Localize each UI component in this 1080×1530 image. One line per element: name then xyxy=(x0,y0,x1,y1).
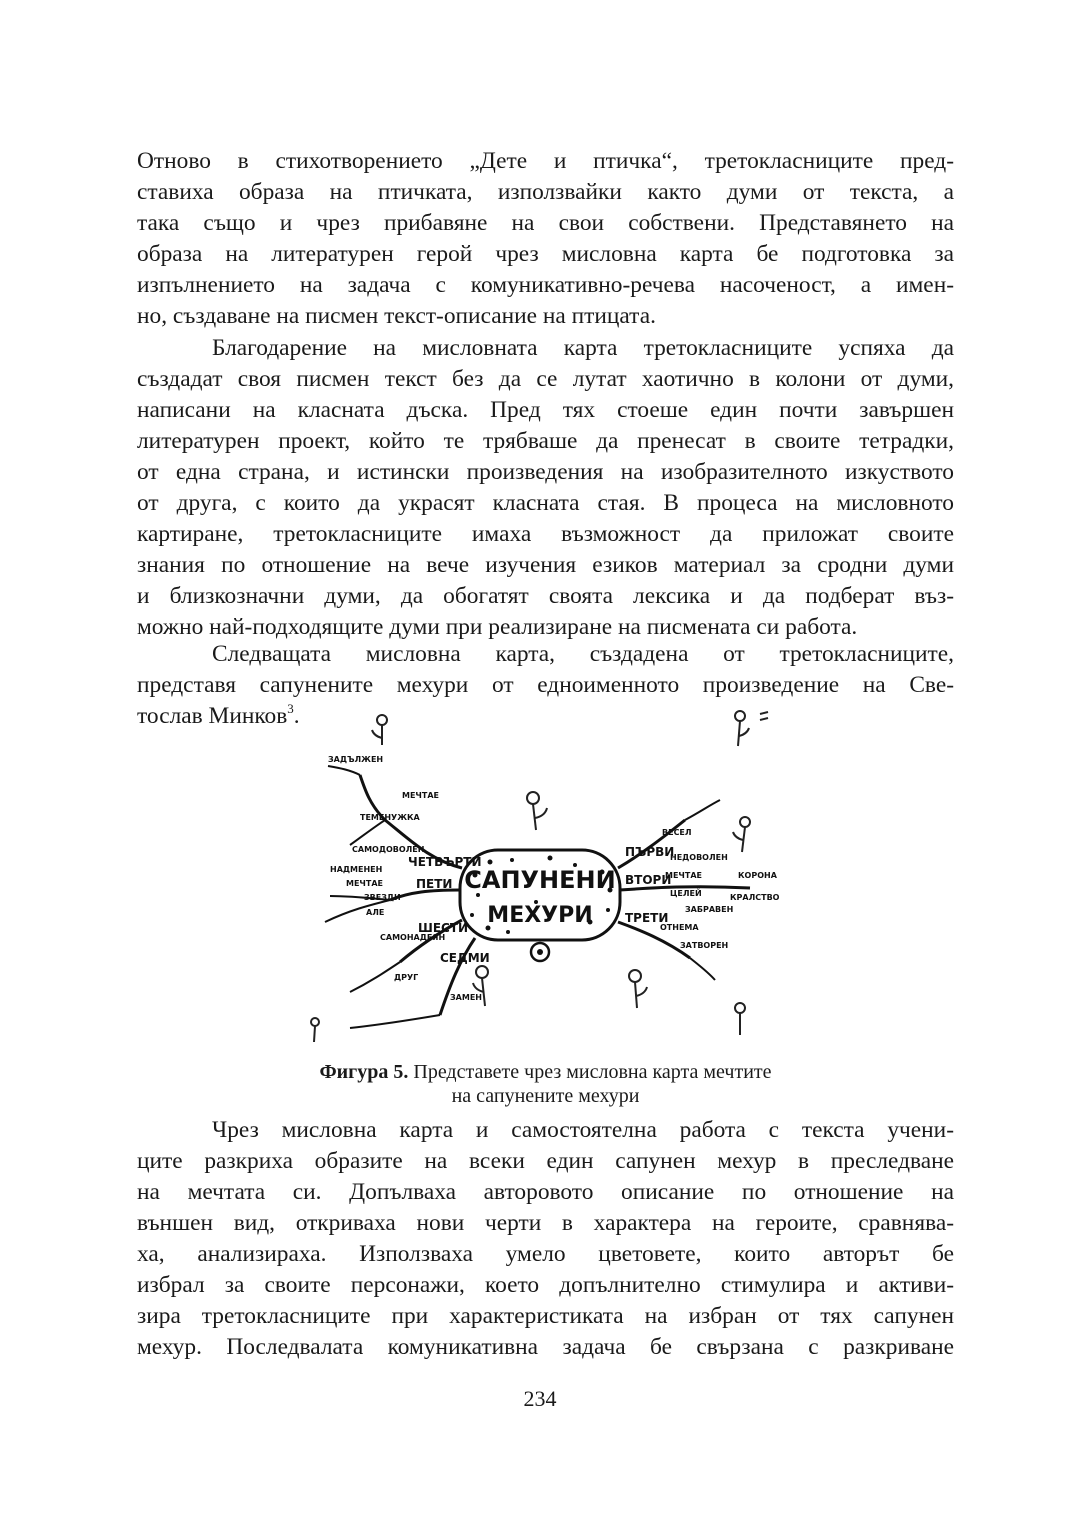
flower-icon xyxy=(735,1003,745,1035)
sentence-end: . xyxy=(293,703,300,729)
text-line: Чрез мисловна карта и самостоятелна работа с текста учени- xyxy=(212,1117,954,1143)
leaf-label: ДРУГ xyxy=(394,973,419,982)
branch-label: ТРЕТИ xyxy=(625,911,669,925)
leaf-label: ТЕМЕНУЖКА xyxy=(360,813,420,822)
branch-label: ПЪРВИ xyxy=(625,845,675,859)
text-line: ха, анализираха. Използваха умело цветовете, които авторът бе xyxy=(137,1241,954,1267)
text-line: мехур. Последвалата комуникативна задача бе свързана с разкриване xyxy=(137,1334,954,1360)
text-line: избрал за своите персонажи, което допълнително стимулира и активи- xyxy=(137,1272,954,1298)
leaf-label: МЕЧТАЕ xyxy=(402,791,440,800)
text-line: Благодарение на мисловната карта третокласниците успяха да xyxy=(212,335,954,361)
leaf-label: МЕЧТАЕ xyxy=(665,871,703,880)
text-line: знания по отношение на вече изучения езиков материал за сродни думи xyxy=(137,552,954,578)
page-number: 234 xyxy=(523,1386,557,1411)
branch-label: СЕДМИ xyxy=(440,951,490,965)
mind-map-center: МЕХУРИ xyxy=(487,903,593,928)
text-line: можно най-подходящите думи при реализиране на писмената си работа. xyxy=(137,614,858,640)
caption-text: на сапунените мехури xyxy=(451,1085,640,1107)
leaf-label: САМОДОВОЛЕН xyxy=(352,845,425,854)
author-name: тослав Минков xyxy=(137,703,288,729)
text-line: литературен проект, който те трябваше да пренесат в своите тетрадки, xyxy=(137,428,954,454)
figure-number: Фигура 5. xyxy=(319,1061,409,1083)
flower-icon xyxy=(629,970,647,1008)
leaf-label: ОТНЕМА xyxy=(660,923,699,932)
text-line: на мечтата си. Допълваха авторовото описание по отношение на xyxy=(137,1179,954,1205)
text-line: но, създаване на писмен текст-описание на птицата. xyxy=(137,303,656,329)
text-line: така също и чрез прибавяне на свои собствени. Представянето на xyxy=(137,210,954,236)
leaf-label: САМОНАДЕЯН xyxy=(380,933,446,942)
leaf-label: НАДМЕНЕН xyxy=(330,865,383,874)
text-line: образа на литературен герой чрез мисловна карта бе подготовка за xyxy=(137,241,954,267)
text-line: от друга, с които да украсят класната стая. В процеса на мисловното xyxy=(137,490,954,516)
flower-icon xyxy=(311,1018,319,1042)
leaf-label: ВЕСЕЛ xyxy=(662,828,692,837)
leaf-label: ЦЕЛЕЙ xyxy=(670,889,702,898)
leaf-label: НЕДОВОЛЕН xyxy=(670,853,728,862)
text-line: и близкозначни думи, да обогатят своята лексика и да подберат въз- xyxy=(137,583,954,609)
branch-label: ШЕСТИ xyxy=(418,921,469,935)
paragraph-2 xyxy=(137,333,954,643)
paragraph-4 xyxy=(137,1115,954,1363)
leaf-label: ЗАТВОРЕН xyxy=(680,941,729,950)
flower-icon xyxy=(735,711,768,746)
leaf-label: ЗАДЪЛЖЕН xyxy=(328,755,384,764)
leaf-label: ЗАМЕН xyxy=(450,993,482,1002)
caption-text: Представете чрез мисловна карта мечтите xyxy=(413,1061,772,1083)
branch-label: ПЕТИ xyxy=(416,877,453,891)
text-line: картиране, третокласниците имаха възможност да приложат своите xyxy=(137,521,954,547)
branch-label: ВТОРИ xyxy=(625,873,672,887)
text-line: изпълнението на задача с комуникативно-речева насоченост, а имен- xyxy=(137,272,954,298)
flower-icon xyxy=(733,817,750,852)
branch-line xyxy=(440,938,475,1015)
flower-icon xyxy=(527,792,547,830)
mind-map-center: САПУНЕНИ xyxy=(464,866,616,894)
text-line: външен вид, откриваха нови черти в характера на героите, сравнява- xyxy=(137,1210,954,1236)
leaf-label: ЗВЕЗДИ xyxy=(364,893,401,902)
leaf-label: КРАЛСТВО xyxy=(730,893,780,902)
text-line: зира третокласниците при характеристиката на избран от тях сапунен xyxy=(137,1303,954,1329)
leaf-label: МЕЧТАЕ xyxy=(346,879,384,888)
text-line: създадат своя писмен текст без да се лутат хаотично в колони от думи, xyxy=(137,366,954,392)
text-line: представя сапунените мехури от едноименното произведение на Све- xyxy=(137,672,954,698)
figure-caption xyxy=(137,1060,954,1108)
mind-map-figure xyxy=(290,700,790,1045)
text-line: от една страна, и истински произведения на изобразителното изкуството xyxy=(137,459,954,485)
text-line: Отново в стихотворението „Дете и птичка“, третокласниците пред- xyxy=(137,148,954,174)
leaf-label: КОРОНА xyxy=(738,871,777,880)
text-line: ците разкриха образите на всеки един сапунен мехур в преследване xyxy=(137,1148,954,1174)
text-line: написани на класната дъска. Пред тях стоеше един почти завършен xyxy=(137,397,954,423)
branch-label: ЧЕТВЪРТИ xyxy=(408,855,482,869)
text-line: Следващата мисловна карта, създадена от третокласниците, xyxy=(212,641,954,667)
footnote-reference[interactable]: 3 xyxy=(287,701,294,716)
leaf-label: АЛЕ xyxy=(366,908,385,917)
text-line: ставиха образа на птичката, използвайки както думи от текста, а xyxy=(137,179,954,205)
paragraph-1 xyxy=(137,146,954,332)
leaf-label: ЗАБРАВЕН xyxy=(685,905,734,914)
flower-icon xyxy=(372,715,387,745)
